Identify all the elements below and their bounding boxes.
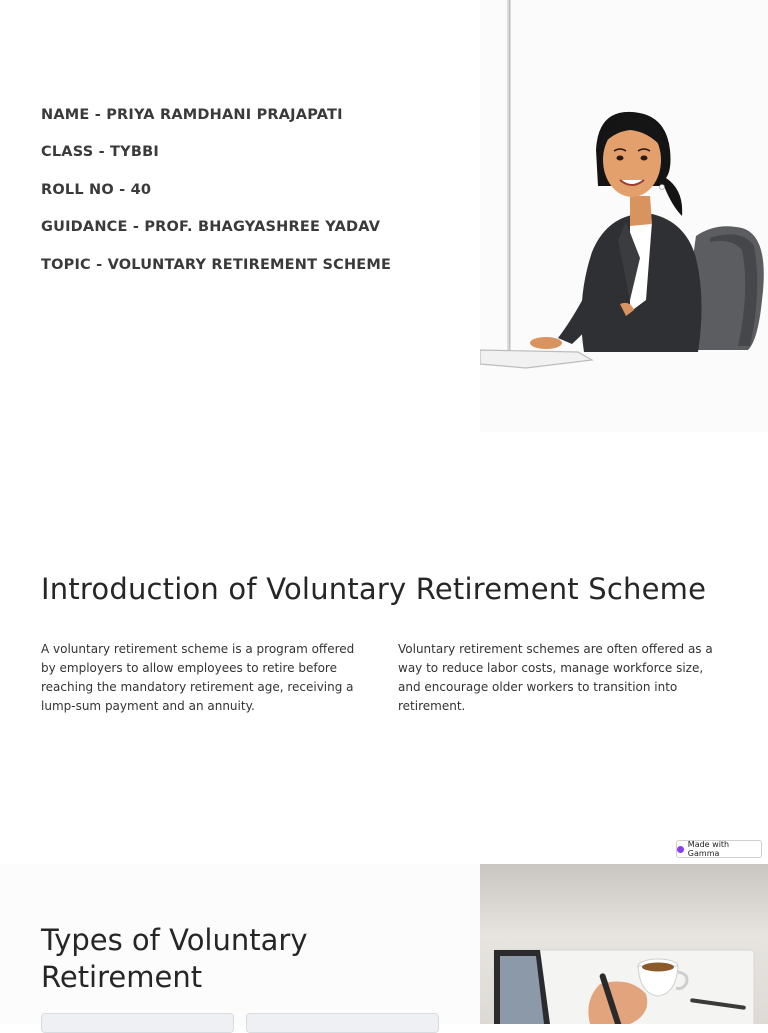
student-details bbox=[41, 104, 391, 291]
introduction-paragraph-left: A voluntary retirement scheme is a program offered by employers to allow employees to retire before reaching the mandatory retirement age, receiving a lump-sum payment and an annuity. bbox=[41, 642, 355, 713]
introduction-paragraph-right: Voluntary retirement schemes are often offered as a way to reduce labor costs, manage workforce size, and encourage older workers to transition into retirement. bbox=[398, 642, 713, 713]
introduction-slide bbox=[0, 540, 768, 840]
type-card bbox=[246, 1013, 439, 1033]
detail-guidance: GUIDANCE - PROF. BHAGYASHREE YADAV bbox=[41, 219, 381, 236]
detail-topic: TOPIC - VOLUNTARY RETIREMENT SCHEME bbox=[41, 256, 392, 273]
detail-roll-no: ROLL NO - 40 bbox=[41, 181, 152, 198]
detail-name: NAME - PRIYA RAMDHANI PRAJAPATI bbox=[41, 107, 343, 123]
laptop-pen-coffee-photo-icon bbox=[480, 864, 768, 1024]
introduction-title: Introduction of Voluntary Retirement Scheme bbox=[41, 572, 707, 606]
types-title: Types of Voluntary Retirement bbox=[41, 923, 308, 994]
badge-label: Made with Gamma bbox=[687, 840, 730, 858]
types-slide bbox=[0, 864, 768, 1024]
gamma-logo-icon bbox=[677, 846, 684, 853]
detail-class: CLASS - TYBBI bbox=[41, 144, 159, 161]
made-with-gamma-badge[interactable] bbox=[676, 840, 762, 858]
title-slide bbox=[0, 0, 768, 432]
businesswoman-at-desk-icon bbox=[480, 0, 768, 432]
type-card bbox=[41, 1013, 234, 1033]
